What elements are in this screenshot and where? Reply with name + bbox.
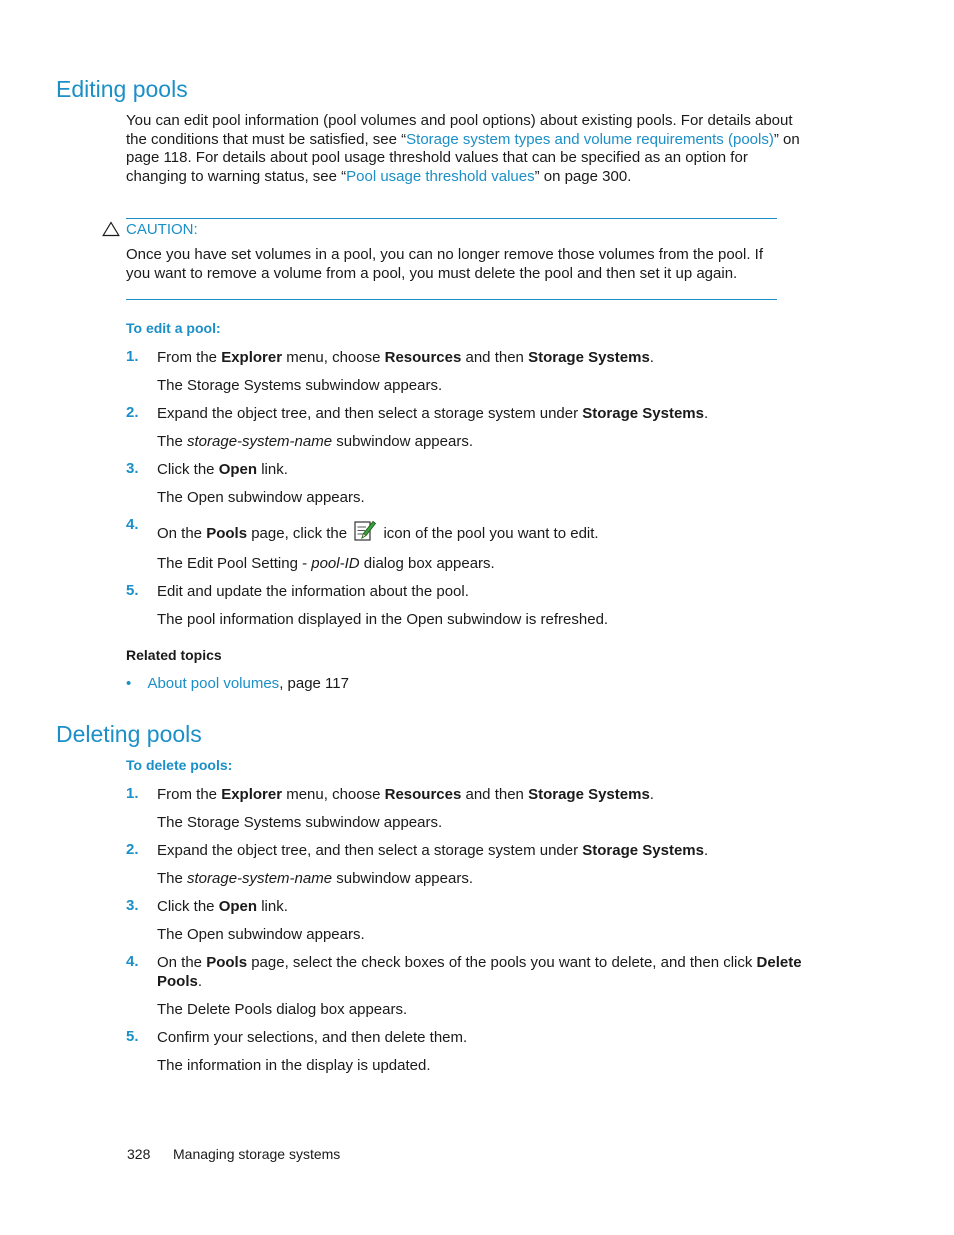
variable-term: storage-system-name bbox=[187, 870, 333, 887]
result-text: dialog box appears. bbox=[359, 555, 495, 572]
step-number: 3. bbox=[126, 460, 139, 477]
chapter-title: Managing storage systems bbox=[173, 1146, 341, 1162]
edit-step-2-result bbox=[157, 432, 473, 451]
step-text: Expand the object tree, and then select a storage system under bbox=[157, 842, 583, 859]
delete-step-5-result: The information in the display is updated. bbox=[157, 1057, 431, 1074]
step-text: page, select the check boxes of the pools you want to delete, and then click bbox=[247, 954, 757, 971]
variable-term: pool-ID bbox=[311, 555, 360, 572]
caution-label: CAUTION: bbox=[126, 221, 198, 238]
delete-step-3-result: The Open subwindow appears. bbox=[157, 926, 365, 943]
edit-step-5: Edit and update the information about the pool. bbox=[157, 583, 469, 600]
step-text: From the bbox=[157, 349, 222, 366]
step-text: link. bbox=[257, 461, 288, 478]
ui-term: Resources bbox=[384, 349, 462, 366]
variable-term: storage-system-name bbox=[187, 433, 333, 450]
step-text: . bbox=[649, 786, 654, 803]
intro-paragraph bbox=[126, 112, 806, 187]
step-number: 5. bbox=[126, 1028, 139, 1045]
edit-step-2 bbox=[157, 404, 807, 423]
ui-term: Explorer bbox=[221, 786, 283, 803]
step-text: On the bbox=[157, 954, 207, 971]
delete-step-5: Confirm your selections, and then delete them. bbox=[157, 1029, 468, 1046]
step-number: 1. bbox=[126, 785, 139, 802]
intro-text-3: ” on page 300. bbox=[534, 168, 632, 186]
edit-step-3 bbox=[157, 460, 807, 479]
ui-term: Storage Systems bbox=[528, 786, 650, 803]
delete-step-1 bbox=[157, 785, 807, 804]
edit-step-1 bbox=[157, 348, 807, 367]
intro-text-2: ” on page 118. For details about pool usage threshold values that can be specified as an option for changing to warning status, see “ bbox=[126, 130, 800, 186]
step-text: icon of the pool you want to edit. bbox=[379, 525, 599, 542]
edit-step-5-result: The pool information displayed in the Open subwindow is refreshed. bbox=[157, 611, 609, 628]
step-text: and then bbox=[461, 786, 529, 803]
link-about-pool-volumes[interactable]: About pool volumes bbox=[147, 675, 280, 692]
step-text: menu, choose bbox=[282, 349, 385, 366]
step-text: Click the bbox=[157, 461, 219, 478]
ui-term: Open bbox=[218, 898, 258, 915]
edit-step-4-result bbox=[157, 554, 495, 573]
bullet: • bbox=[126, 675, 132, 692]
step-text: link. bbox=[257, 898, 288, 915]
result-text: subwindow appears. bbox=[332, 433, 473, 450]
delete-step-4 bbox=[157, 953, 807, 991]
delete-step-2 bbox=[157, 841, 807, 860]
link-storage-system-types[interactable]: Storage system types and volume requirements (pools) bbox=[406, 130, 774, 148]
step-text: On the bbox=[157, 525, 207, 542]
step-number: 4. bbox=[126, 516, 139, 533]
step-text: page, click the bbox=[247, 525, 352, 542]
step-text: . bbox=[197, 973, 203, 990]
delete-step-2-result bbox=[157, 869, 473, 888]
step-text: menu, choose bbox=[282, 786, 385, 803]
step-number: 2. bbox=[126, 404, 139, 421]
result-text: The bbox=[157, 870, 188, 887]
ui-term: Pools bbox=[206, 525, 248, 542]
edit-pencil-icon bbox=[353, 518, 377, 551]
ui-term: Delete Pools bbox=[157, 954, 802, 990]
caution-bottom-rule bbox=[126, 299, 777, 300]
result-text: subwindow appears. bbox=[332, 870, 473, 887]
delete-step-4-result: The Delete Pools dialog box appears. bbox=[157, 1001, 408, 1018]
delete-step-1-result: The Storage Systems subwindow appears. bbox=[157, 814, 443, 831]
caution-text: Once you have set volumes in a pool, you can no longer remove those volumes from the pool. If you want to remove a volume from a pool, you must delete the pool and then set it up again. bbox=[126, 246, 764, 282]
step-number: 2. bbox=[126, 841, 139, 858]
ui-term: Storage Systems bbox=[582, 405, 704, 422]
step-number: 5. bbox=[126, 582, 139, 599]
edit-step-1-result: The Storage Systems subwindow appears. bbox=[157, 377, 443, 394]
related-topic-item bbox=[126, 675, 349, 692]
delete-step-3 bbox=[157, 897, 807, 916]
related-topics-title: Related topics bbox=[126, 647, 222, 663]
section-title-deleting-pools: Deleting pools bbox=[56, 721, 202, 747]
page-number: 328 bbox=[127, 1146, 151, 1162]
ui-term: Pools bbox=[206, 954, 248, 971]
link-pool-usage-threshold[interactable]: Pool usage threshold values bbox=[346, 168, 535, 186]
procedure-title-delete: To delete pools: bbox=[126, 757, 233, 773]
result-text: The bbox=[157, 433, 188, 450]
step-text: . bbox=[704, 842, 709, 859]
step-text: . bbox=[704, 405, 709, 422]
ui-term: Open bbox=[218, 461, 258, 478]
intro-text-1: You can edit pool information (pool volumes and pool options) about existing pools. For details about the conditions that must be satisfied, see “ bbox=[126, 112, 793, 148]
step-text: Click the bbox=[157, 898, 219, 915]
edit-step-4 bbox=[157, 518, 807, 551]
warning-triangle-icon bbox=[102, 221, 120, 241]
ui-term: Resources bbox=[384, 786, 462, 803]
related-page-ref: , page 117 bbox=[279, 675, 349, 692]
caution-top-rule bbox=[126, 218, 777, 219]
step-text: Expand the object tree, and then select a storage system under bbox=[157, 405, 583, 422]
ui-term: Explorer bbox=[221, 349, 283, 366]
result-text: The Edit Pool Setting - bbox=[157, 555, 312, 572]
edit-step-3-result: The Open subwindow appears. bbox=[157, 489, 365, 506]
step-number: 4. bbox=[126, 953, 139, 970]
step-text: and then bbox=[461, 349, 529, 366]
step-text: . bbox=[649, 349, 654, 366]
step-number: 3. bbox=[126, 897, 139, 914]
procedure-title-edit: To edit a pool: bbox=[126, 320, 221, 336]
section-title-editing-pools: Editing pools bbox=[56, 76, 188, 102]
step-text: From the bbox=[157, 786, 222, 803]
ui-term: Storage Systems bbox=[528, 349, 650, 366]
step-number: 1. bbox=[126, 348, 139, 365]
ui-term: Storage Systems bbox=[582, 842, 704, 859]
